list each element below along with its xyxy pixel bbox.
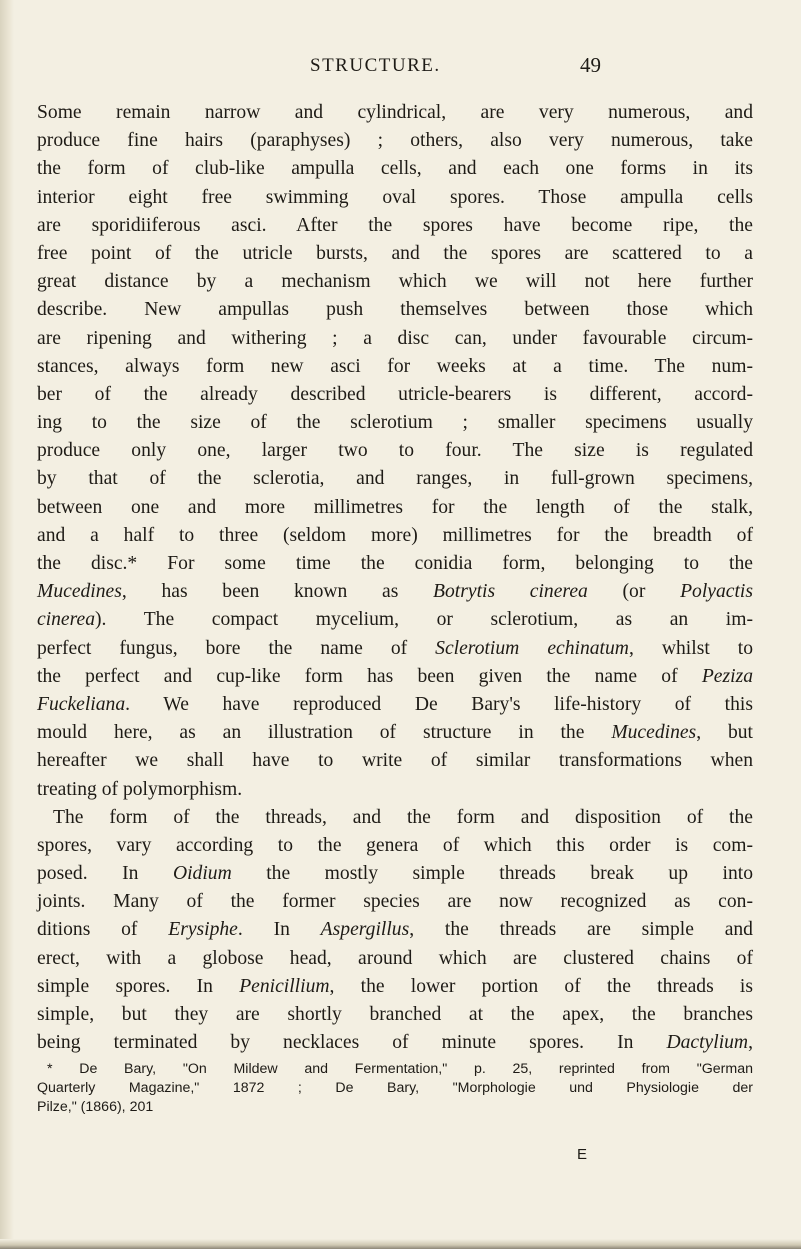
- text-line: Fuckeliana. We have reproduced De Bary's life-history of this: [37, 693, 753, 715]
- paragraph-end-line: treating of polymorphism.: [37, 778, 243, 800]
- text-line: describe. New ampullas push themselves between those which: [37, 299, 753, 321]
- text-line: mould here, as an illustration of structure in the Mucedines, but: [37, 722, 753, 744]
- text-line: hereafter we shall have to write of similar transformations when: [37, 750, 753, 772]
- text-line: free point of the utricle bursts, and the spores are scattered to a: [37, 242, 753, 264]
- text-line: the disc.* For some time the conidia form, belonging to the: [37, 553, 753, 574]
- text-line: joints. Many of the former species are now recognized as con-: [37, 891, 753, 913]
- text-line: simple spores. In Penicillium, the lower portion of the threads is: [37, 975, 753, 997]
- body-text: [37, 99, 753, 1057]
- text-line: Mucedines, has been known as Botrytis cinerea (or Polyactis: [37, 581, 753, 603]
- footnote-line: Pilze," (1866), 201: [37, 1099, 154, 1115]
- text-line: stances, always form new asci for weeks at a time. The num-: [37, 355, 753, 377]
- text-line: erect, with a globose head, around which are clustered chains of: [37, 947, 753, 969]
- text-line: being terminated by necklaces of minute spores. In Dactylium,: [37, 1032, 753, 1054]
- text-line: perfect fungus, bore the name of Sclerotium echinatum, whilst to: [37, 637, 754, 659]
- running-head: [0, 55, 801, 85]
- text-line: by that of the sclerotia, and ranges, in full-grown specimens,: [37, 468, 753, 490]
- text-line: are ripening and withering ; a disc can, under favourable circum-: [37, 327, 753, 349]
- text-line: interior eight free swimming oval spores. Those ampulla cells: [37, 186, 753, 208]
- text-line: Some remain narrow and cylindrical, are very numerous, and: [37, 102, 753, 123]
- text-line: produce only one, larger two to four. The size is regulated: [37, 440, 753, 462]
- text-line: ing to the size of the sclerotium ; smaller specimens usually: [37, 412, 753, 434]
- running-head-title: STRUCTURE.: [310, 55, 441, 76]
- text-line: between one and more millimetres for the length of the stalk,: [37, 496, 753, 518]
- text-line: spores, vary according to the genera of which this order is com-: [37, 834, 753, 856]
- text-line: and a half to three (seldom more) millimetres for the breadth of: [37, 524, 753, 546]
- text-line: simple, but they are shortly branched at the apex, the branches: [37, 1004, 753, 1025]
- text-line: ditions of Erysiphe. In Aspergillus, the threads are simple and: [37, 919, 753, 941]
- page-number: 49: [580, 53, 601, 77]
- page-gutter-shadow: [0, 0, 14, 1249]
- footnote: [37, 1060, 753, 1117]
- signature-mark: E: [577, 1146, 588, 1163]
- footnote-line: Quarterly Magazine," 1872 ; De Bary, "Morphologie und Physiologie der: [37, 1080, 753, 1096]
- footnote-line: * De Bary, "On Mildew and Fermentation," p. 25, reprinted from "German: [47, 1061, 753, 1077]
- text-line: are sporidiiferous asci. After the spores have become ripe, the: [37, 214, 753, 236]
- text-line: produce fine hairs (paraphyses) ; others, also very numerous, take: [37, 130, 753, 152]
- paragraph-start-line: The form of the threads, and the form and disposition of the: [53, 806, 753, 828]
- text-line: posed. In Oidium the mostly simple threads break up into: [37, 863, 753, 885]
- page-bottom-edge: [0, 1239, 801, 1249]
- text-line: the form of club-like ampulla cells, and each one forms in its: [37, 158, 753, 180]
- text-line: ber of the already described utricle-bearers is different, accord-: [37, 383, 753, 405]
- text-line: the perfect and cup-like form has been given the name of Peziza: [37, 665, 753, 687]
- text-line: cinerea). The compact mycelium, or sclerotium, as an im-: [37, 609, 753, 631]
- text-line: great distance by a mechanism which we will not here further: [37, 271, 753, 293]
